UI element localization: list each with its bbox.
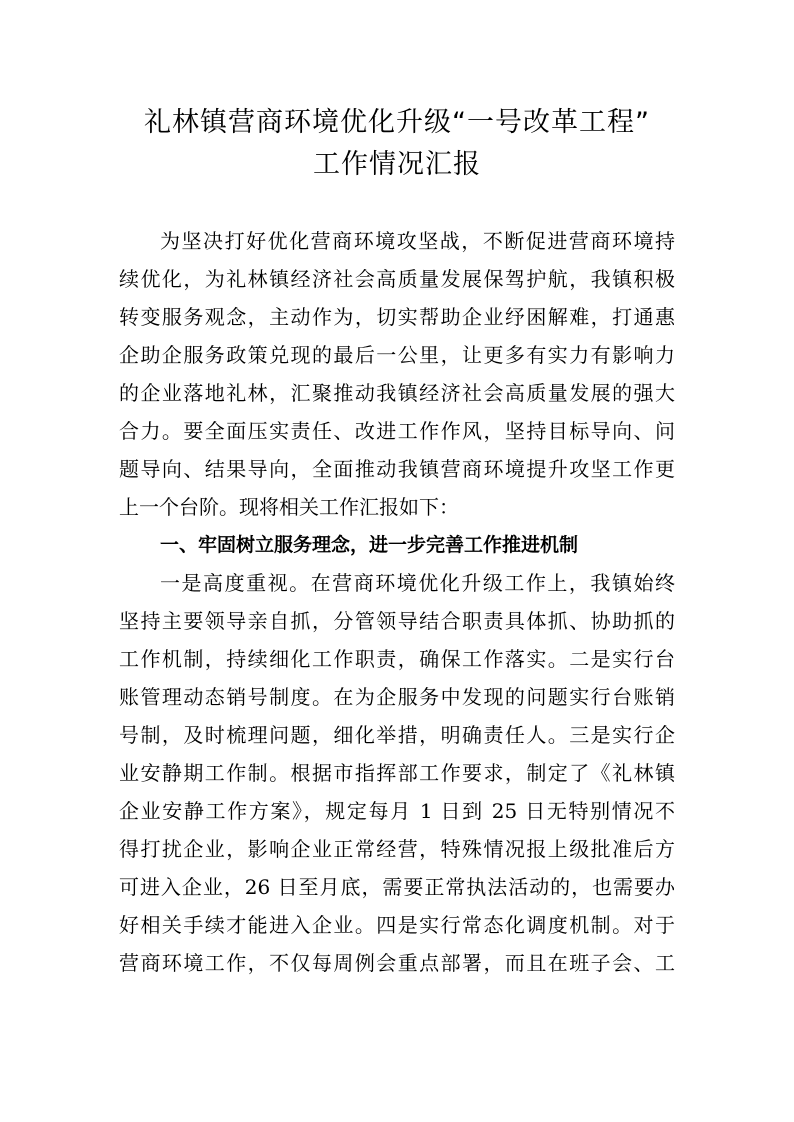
section-1-line-9: 可进入企业，26 日至月底，需要正常执法活动的，也需要办 <box>119 875 675 899</box>
intro-line-8: 上一个台阶。现将相关工作汇报如下： <box>119 495 459 519</box>
section-1-line-10: 好相关手续才能进入企业。四是实行常态化调度机制。对于 <box>119 913 675 937</box>
intro-line-6: 合力。要全面压实责任、改进工作作风，坚持目标导向、问 <box>119 419 675 443</box>
section-1-line-4: 账管理动态销号制度。在为企服务中发现的问题实行台账销 <box>119 685 675 709</box>
intro-line-5: 的企业落地礼林，汇聚推动我镇经济社会高质量发展的强大 <box>119 381 675 405</box>
section-1-heading: 一、牢固树立服务理念，进一步完善工作推进机制 <box>160 534 579 556</box>
intro-line-7: 题导向、结果导向，全面推动我镇营商环境提升攻坚工作更 <box>119 457 675 481</box>
intro-line-2: 续优化，为礼林镇经济社会高质量发展保驾护航，我镇积极 <box>119 267 675 291</box>
section-1-line-8: 得打扰企业，影响企业正常经营，特殊情况报上级批准后方 <box>119 837 675 861</box>
document-title-line-1: 礼林镇营商环境优化升级“一号改革工程” <box>144 107 650 138</box>
document-title-line-2: 工作情况汇报 <box>313 149 481 180</box>
section-1-line-7: 企业安静工作方案》，规定每月 1 日到 25 日无特别情况不 <box>119 799 675 823</box>
section-1-line-11: 营商环境工作，不仅每周例会重点部署，而且在班子会、工 <box>119 951 675 975</box>
section-1-line-5: 号制，及时梳理问题，细化举措，明确责任人。三是实行企 <box>119 723 675 747</box>
section-1-line-1: 一是高度重视。在营商环境优化升级工作上，我镇始终 <box>160 571 675 595</box>
intro-line-4: 企助企服务政策兑现的最后一公里，让更多有实力有影响力 <box>119 343 675 367</box>
intro-line-1: 为坚决打好优化营商环境攻坚战，不断促进营商环境持 <box>160 229 675 253</box>
section-1-line-2: 坚持主要领导亲自抓，分管领导结合职责具体抓、协助抓的 <box>119 609 675 633</box>
section-1-line-6: 业安静期工作制。根据市指挥部工作要求，制定了《礼林镇 <box>119 761 675 785</box>
intro-line-3: 转变服务观念，主动作为，切实帮助企业纾困解难，打通惠 <box>119 305 675 329</box>
section-1-line-3: 工作机制，持续细化工作职责，确保工作落实。二是实行台 <box>119 647 675 671</box>
